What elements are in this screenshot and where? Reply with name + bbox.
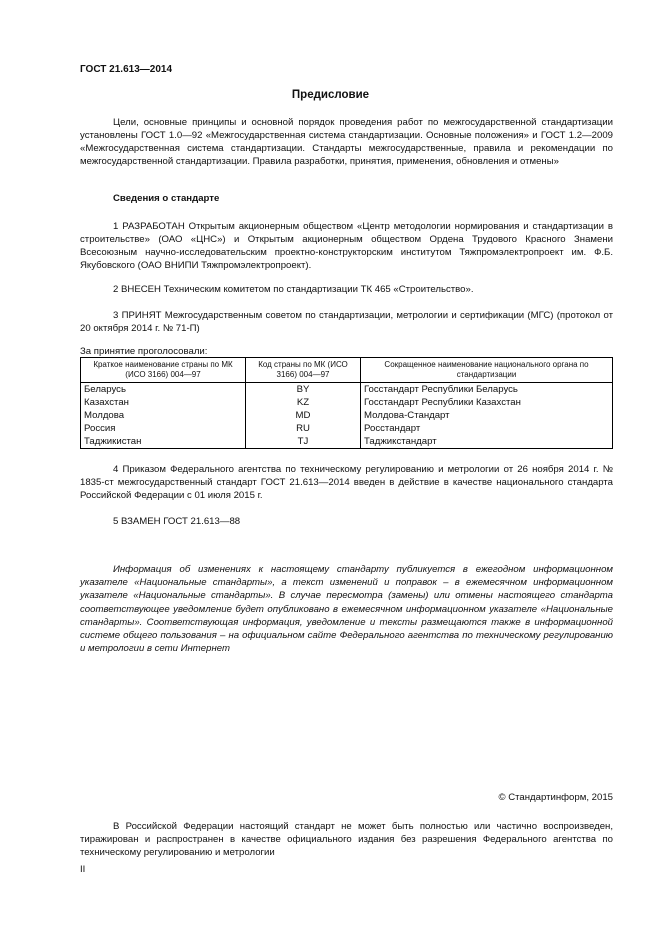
vote-table [80, 357, 613, 449]
vote-caption: За принятие проголосовали: [80, 346, 208, 357]
vote-table-header-row [81, 358, 613, 383]
item-replaced: 5 ВЗАМЕН ГОСТ 21.613—88 [113, 516, 241, 527]
country-code: MD [246, 409, 361, 422]
standard-code-header: ГОСТ 21.613—2014 [80, 64, 173, 75]
item-developed: 1 РАЗРАБОТАН Открытым акционерным обществом «Центр методологии нормирования и стандартизации в строительстве» (ОАО «ЦНС») и Открытым акционерным обществом Ордена Трудового Красного Знамени Всесоюзным научно-исследовательским проектно-конструкторским институтом Тяжпромэлектропроект им. Ф.Б. Якубовского (ОАО ВНИПИ Тяжпромэлектропроект). [80, 221, 613, 271]
table-row [81, 383, 613, 397]
copyright: © Стандартинформ, 2015 [498, 792, 613, 803]
standards-body: Госстандарт Республики Казахстан [361, 396, 613, 409]
standards-body: Росстандарт [361, 422, 613, 435]
country-name: Беларусь [81, 383, 246, 397]
page-title: Предисловие [291, 89, 370, 101]
header-standards-body: Сокращенное наименование национального органа по стандартизации [361, 358, 613, 383]
page-number: II [80, 864, 86, 875]
section-subtitle: Сведения о стандарте [113, 193, 220, 204]
rights-notice: В Российской Федерации настоящий стандарт не может быть полностью или частично воспроизведен, тиражирован и распространен в качестве официального издания без разрешения Федерального агентства по техническому регулированию и метрологии [80, 821, 613, 858]
item-introduced: 2 ВНЕСЕН Техническим комитетом по стандартизации ТК 465 «Строительство». [113, 284, 474, 295]
standards-body: Таджикстандарт [361, 435, 613, 449]
item-adopted: 3 ПРИНЯТ Межгосударственным советом по стандартизации, метрологии и сертификации (МГС) (протокол от 20 октября 2014 г. № 71-П) [80, 310, 613, 334]
country-code: TJ [246, 435, 361, 449]
info-notice: Информация об изменениях к настоящему стандарту публикуется в ежегодном информационном указателе «Национальные стандарты», а текст изменений и поправок – в ежемесячном информационном указателе «Национальные стандарты». В случае пересмотра (замены) или отмены настоящего стандарта соответствующее уведомление будет опубликовано в ежемесячном информационном указателе «Национальные стандарты». Соответствующая информация, уведомление и тексты размещаются также в информационной системе общего пользования – на официальном сайте Федерального агентства по техническому регулированию и метрологии в сети Интернет [80, 564, 613, 655]
table-row [81, 396, 613, 409]
standards-body: Молдова-Стандарт [361, 409, 613, 422]
standards-body: Госстандарт Республики Беларусь [361, 383, 613, 397]
table-row [81, 435, 613, 449]
country-code: KZ [246, 396, 361, 409]
country-code: BY [246, 383, 361, 397]
country-name: Россия [81, 422, 246, 435]
intro-paragraph: Цели, основные принципы и основной порядок проведения работ по межгосударственной стандартизации установлены ГОСТ 1.0—92 «Межгосударственная система стандартизации. Основные положения» и ГОСТ 1.2—2009 «Межгосударственная система стандартизации. Стандарты межгосударственные, правила и рекомендации по межгосударственной стандартизации. Правила разработки, принятия, применения, обновления и отмены» [80, 117, 613, 167]
country-name: Молдова [81, 409, 246, 422]
country-name: Казахстан [81, 396, 246, 409]
header-country-code: Код страны по МК (ИСО 3166) 004—97 [246, 358, 361, 383]
country-code: RU [246, 422, 361, 435]
country-name: Таджикистан [81, 435, 246, 449]
table-row [81, 422, 613, 435]
item-order: 4 Приказом Федерального агентства по техническому регулированию и метрологии от 26 ноября 2014 г. № 1835-ст межгосударственный стандарт ГОСТ 21.613—2014 введен в действие в качестве национального стандарта Российской Федерации с 01 июля 2015 г. [80, 464, 613, 501]
header-country-name: Краткое наименование страны по МК (ИСО 3166) 004—97 [81, 358, 246, 383]
table-row [81, 409, 613, 422]
